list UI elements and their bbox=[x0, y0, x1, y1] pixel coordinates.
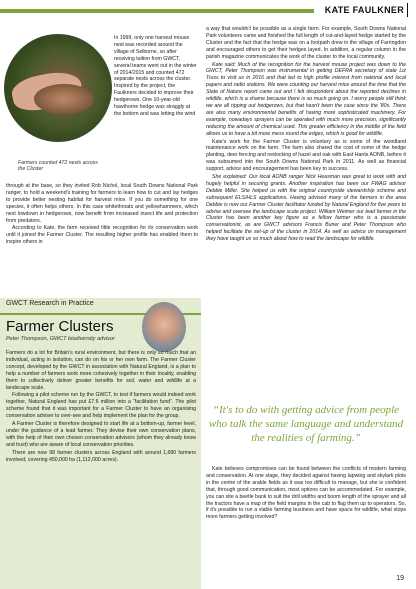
right-paragraph: Kate's work for the Farmer Cluster is voluntary as is some of the woodland maintenance work on the farm. The farm also shared the cost of some of the hedge planting, deer fencing and restocking of hazel and oak with East Hants AONB, before it was subsumed into the South Downs National Park in 2011. As well as financial support, advice and encouragement has been key to success. bbox=[206, 138, 406, 173]
article-paragraph: Following a pilot scheme run by the GWCT, to test if farmers would indeed work together, Natural England has put £7.6 million into a “facilitation fund”. The pilot scheme found that it was important for a Farmer Cluster to have an organising conservation adviser to over-see and help implement the plan for the group. bbox=[6, 392, 196, 420]
right-bottom-column bbox=[206, 466, 406, 522]
page-number: 19 bbox=[396, 575, 404, 582]
article-paragraph: There are now 98 farmer clusters across England with around 1,680 farmers involved, covering 450,000 ha (1,112,000 acres). bbox=[6, 449, 196, 463]
intro-paragraph: In 1999, only one harvest mouse nest was recorded around the village of Selborne, so after receiving tuition from GWCT, several teams went out in the winter of 2014/2015 and counted 472 separate nests across the cluster. Inspired by the project, the Faulkners decided to improve their hedgerows. One 10-year-old hawthorne hedge was straggly at the bottom and was letting the wind bbox=[114, 35, 197, 117]
right-paragraph-quote-kate: Kate said: Much of the recognition for the harvest mouse project was down to the GWCT, Peter Thompson was instrumental in getting DEFRA secretary of state Liz Truss to visit us in 2016 and that led to high profile interest from national and local papers and radio stations. We were counting our harvest mice around the time that the State of Nature report came out and I felt despondent about the reported declines in wildlife, which is a shame because there is so much going on. I worry people still think we are all ripping out hedgerows, but that hasn't been the case since the '80s. There are also many environmental benefits of having more sophisticated machinery. For example, nowadays sprayers can be operated with much more precision, significantly reducing the amount of chemical used. This greater efficiency in the middle of the field allows us to have a bit more mess round the edges, which is good for wildlife. bbox=[206, 61, 406, 137]
header-accent-bar bbox=[0, 9, 314, 13]
author-name: KATE FAULKNER bbox=[324, 5, 404, 15]
pull-quote: “It's to do with getting advice from people who talk the same language and understand the realities of farming.” bbox=[208, 404, 404, 444]
article-title: Farmer Clusters bbox=[6, 318, 114, 335]
page-header bbox=[0, 0, 416, 22]
article-paragraph: A Farmer Cluster is therefore designed to start life at a bottom-up, farmer level, under the guidance of a lead farmer. They devise their own conservation plans, with the help of their own chosen conservation advisors (whom they already know and trust) who are aware of local conservation priorities. bbox=[6, 421, 196, 448]
right-paragraph: a way that wouldn't be possible as a single farm. For example, South Downs National Park volunteers came and finished the full length of cut-and-layed hedge started by the Cluster and the fact that the hedge was on a footpath drew in the village of Farringdon and encouraged others to get their hedges layed. In addition, a regular column in the parish magazine communicates the work of the cluster to the local community. bbox=[206, 26, 406, 60]
right-column bbox=[206, 26, 406, 244]
article-byline: Peter Thompson, GWCT biodiversity advisor bbox=[6, 336, 115, 342]
intro-paragraph: through at the base, so they invited Rob Nichol, local South Downs National Park ranger, to hold a weekend's training for farmers to learn how to cut and lay hedges to provide better nesting habitat for harvest mice. If you do something for one species, it often helps others. In this case whitethroats and yellowhammers, which nest lowdown in hedgerows, now benefit from increased insect life and protection from predators. bbox=[6, 183, 198, 224]
research-label: GWCT Research in Practice bbox=[6, 300, 94, 307]
intro-wide-column bbox=[6, 183, 198, 247]
article-body bbox=[6, 350, 196, 465]
article-paragraph: Farmers do a lot for Britain's rural environment, but there is only so much that an individual, acting in isolation, can do on his or her own farm. The Farmer Cluster concept, developed by the GWCT in association with Natural England, is a plan to help a number of farmers work more cohesively together in their locality, enabling them to collectively deliver greater benefits for soil, water and wildlife at a landscape scale. bbox=[6, 350, 196, 391]
nest-shape bbox=[34, 84, 94, 114]
header-rule bbox=[407, 3, 408, 17]
photo-caption: Farmers counted 472 nests across the Cluster bbox=[18, 160, 98, 173]
intro-column bbox=[114, 35, 198, 119]
harvest-mouse-nest-photo bbox=[4, 34, 112, 142]
right-paragraph: Kate believes compromises can be found between the conflicts of modern farming and conservation. At one stage, they decided against having lapwing and skylark plots in the centre of the arable fields as it was too difficult to manage, but she is confident that, through good communication, most options can be accommodated. For example, you can site a beetle bank to suit the drill widths and boom length of the sprayer and all the tractors have a map of the field margins in the cab to flag them up to operators. So, if it's possible to run a viable farming business and have space for wildlife, what stops more farmers getting involved? bbox=[206, 466, 406, 521]
right-paragraph-quote-she: She explained: Our local AONB ranger Nick Heasman was great to work with and hugely helpful in securing grants. Another inspiration has been our FWAG advisor Debbie Miller. She helped us with the original countryside stewardship scheme and subsequent ELS/HLS applications. Having advised many of the farmers in the area Debbie is now our Farmer Cluster facilitator funded by Natural England for five years to advise and oversee the landscape scale project. William Weimer our lead farmer in the Cluster has been another key figure as a fellow farmer who is a passionate conservationist, as are GWCT advisors Francis Buner and Peter Thompson who helped facilitate the set-up of the cluster in 2014. As well as advice on management they have taught us so much about how to read the landscape for wildlife. bbox=[206, 174, 406, 243]
author-portrait bbox=[142, 302, 186, 352]
intro-paragraph: According to Kate, the farm received little recognition for its conservation work until it joined the Farmer Cluster. The resulting higher profile has enabled them to inspire others in bbox=[6, 225, 198, 246]
